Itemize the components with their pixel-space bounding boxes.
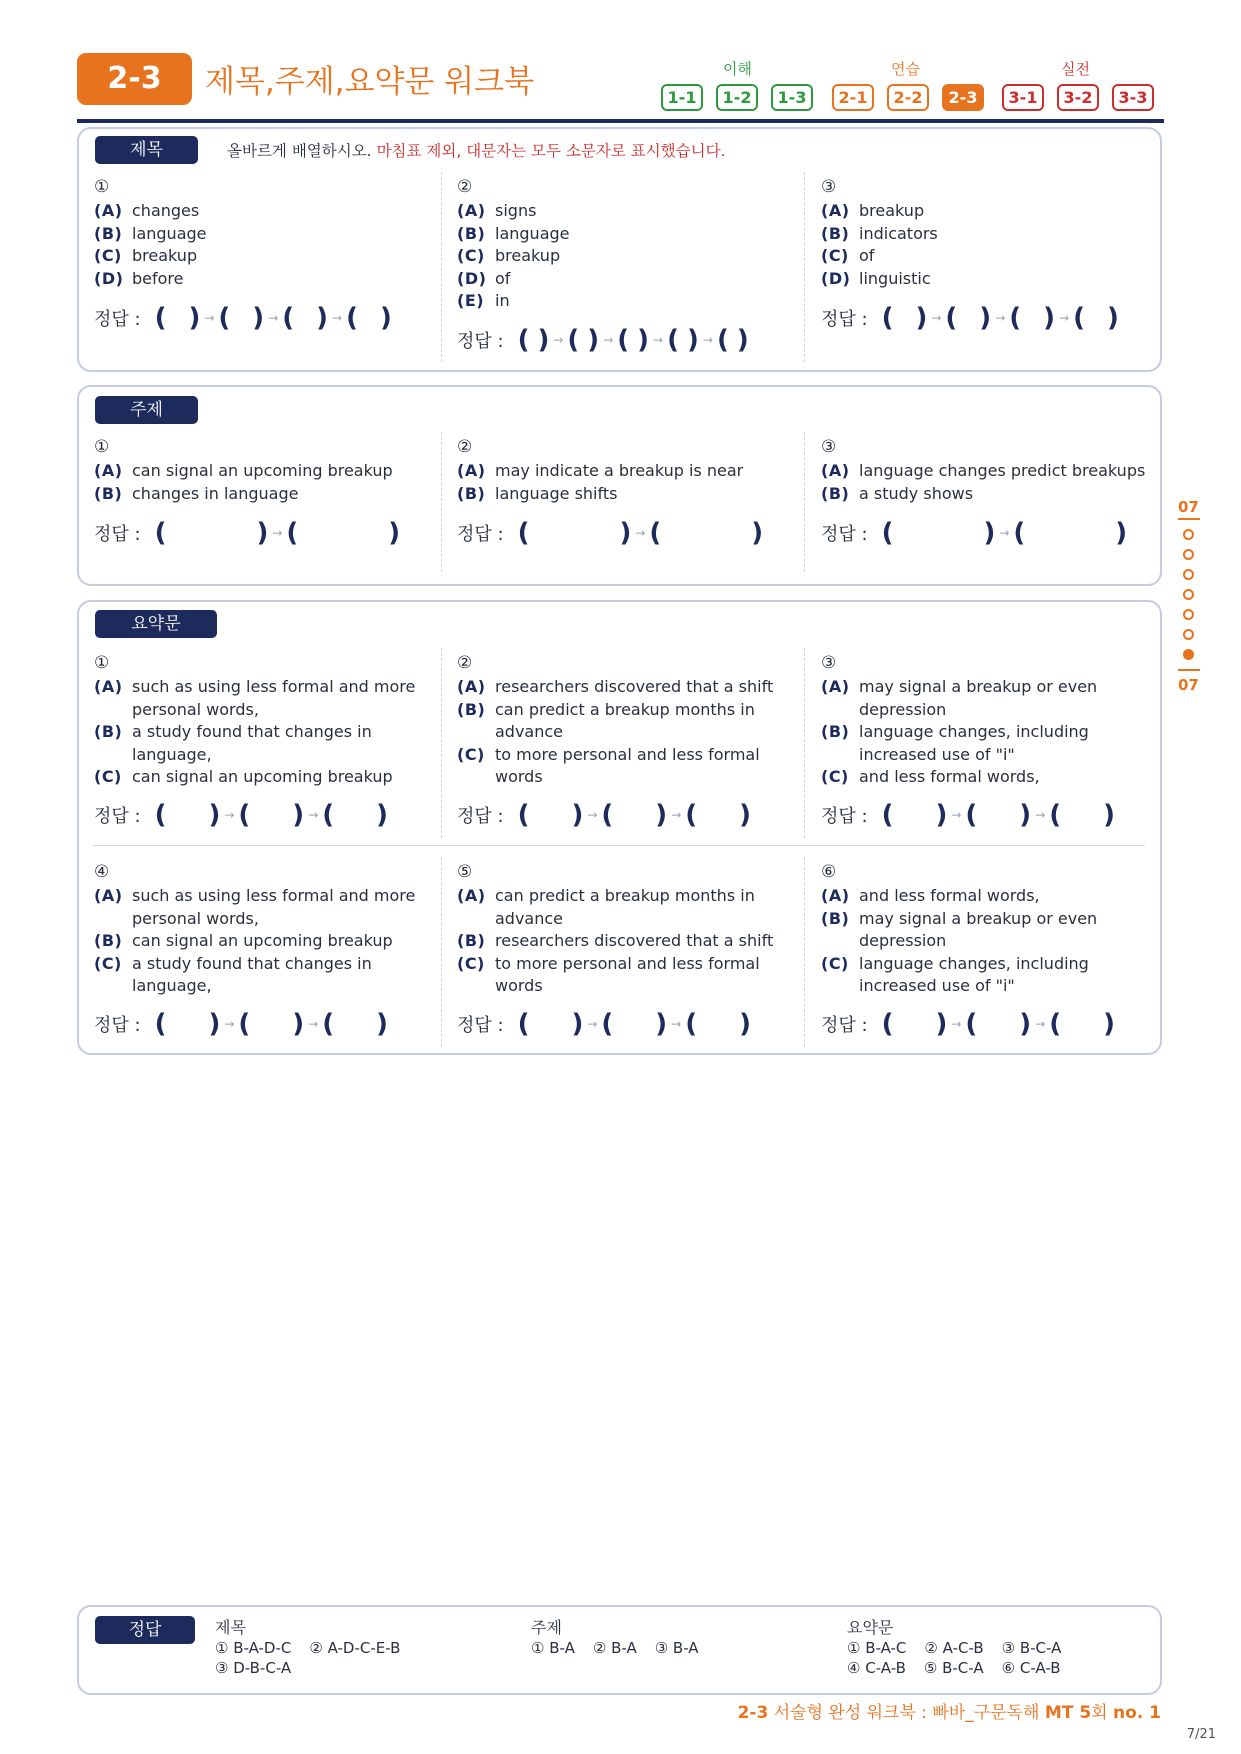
group-label-real: 실전 [1061,60,1090,78]
title-q1: ① (A) changes (B) language (C) breakup (D) before [94,177,207,288]
group-label-practice: 연습 [891,60,920,78]
theme-q2: ② (A) may indicate a breakup is near (B) language shifts [457,437,744,503]
summary-q6: ⑥ (A) and less formal words, (B) may signal a breakup or even depression (C) language changes, including increased use of "i" [821,862,1098,996]
footer-title: 2-3 서술형 완성 워크북 : 빠바_구문독해 MT 5회 no. 1 [737,1703,1161,1723]
title-q2: ② (A) signs (B) language (C) breakup (D) of (E) in [457,177,570,311]
answer-key-theme-row1: ① B-A ② B-A ③ B-A [531,1639,699,1657]
title-q3: ③ (A) breakup (B) indicators (C) of (D) linguistic [821,177,938,288]
answer-key-title-heading: 제목 [215,1618,246,1637]
answer-key-summary-row1: ① B-A-C ② A-C-B ③ B-C-A [847,1639,1062,1657]
summary-q4: ④ (A) such as using less formal and more personal words, (B) can signal an upcoming breakup (C) a study found that changes in language, [94,862,416,996]
nav-1-1[interactable]: 1-1 [661,84,703,111]
summary-answer-1[interactable]: 정답 : ( ) → ( ) → ( ) [94,800,389,830]
nav-1-3[interactable]: 1-3 [771,84,813,111]
tracker-dot-7-current [1183,649,1194,660]
title-section-badge: 제목 [95,136,198,164]
nav-2-2[interactable]: 2-2 [887,84,929,111]
summary-answer-4[interactable]: 정답 : ( ) → ( ) → ( ) [94,1009,389,1039]
lesson-badge: 2-3 [77,53,192,105]
summary-answer-6[interactable]: 정답 : ( ) → ( ) → ( ) [821,1009,1116,1039]
group-label-understanding: 이해 [723,60,752,78]
nav-3-3[interactable]: 3-3 [1112,84,1154,111]
title-answer-1[interactable]: 정답 : ( ) → ( ) → ( ) → ( ) [94,303,392,333]
title-answer-2[interactable]: 정답 : ( ) → ( ) → ( ) → ( ) → ( ) [457,325,749,355]
summary-q3: ③ (A) may signal a breakup or even depression (B) language changes, including increased use of "i" (C) and less formal words, [821,653,1098,787]
tracker-bottom-number: 07 [1178,676,1199,694]
tracker-dot-2 [1183,549,1194,560]
title-instruction: 올바르게 배열하시오. 마침표 제외, 대문자는 모두 소문자로 표시했습니다. [227,142,726,160]
theme-q1: ① (A) can signal an upcoming breakup (B) changes in language [94,437,393,503]
tracker-dot-1 [1183,529,1194,540]
answer-key-summary-heading: 요약문 [847,1618,894,1637]
tracker-top-line [1178,518,1200,520]
summary-q5: ⑤ (A) can predict a breakup months in advance (B) researchers discovered that a shift (C) to more personal and less formal words [457,862,774,996]
tracker-dot-6 [1183,629,1194,640]
tracker-dot-5 [1183,609,1194,620]
nav-1-2[interactable]: 1-2 [716,84,758,111]
theme-q3: ③ (A) language changes predict breakups (B) a study shows [821,437,1146,503]
theme-answer-1[interactable]: 정답 : ( ) → ( ) [94,518,401,548]
page-number: 7/21 [1186,1727,1216,1742]
summary-section-badge: 요약문 [95,610,217,638]
nav-3-1[interactable]: 3-1 [1002,84,1044,111]
tracker-bottom-line [1178,669,1200,671]
header-rule [77,119,1164,123]
answer-key-theme-heading: 주제 [531,1618,562,1637]
theme-answer-2[interactable]: 정답 : ( ) → ( ) [457,518,764,548]
theme-answer-3[interactable]: 정답 : ( ) → ( ) [821,518,1128,548]
tracker-top-number: 07 [1178,498,1199,516]
nav-3-2[interactable]: 3-2 [1057,84,1099,111]
answer-key-title-row2: ③ D-B-C-A [215,1659,292,1677]
answer-key-badge: 정답 [95,1616,195,1644]
answer-key-summary-row2: ④ C-A-B ⑤ B-C-A ⑥ C-A-B [847,1659,1061,1677]
summary-answer-5[interactable]: 정답 : ( ) → ( ) → ( ) [457,1009,752,1039]
nav-2-3[interactable]: 2-3 [942,84,984,111]
tracker-dot-4 [1183,589,1194,600]
summary-answer-2[interactable]: 정답 : ( ) → ( ) → ( ) [457,800,752,830]
summary-q1: ① (A) such as using less formal and more personal words, (B) a study found that changes in language, (C) can signal an upcoming breakup [94,653,416,787]
tracker-dot-3 [1183,569,1194,580]
page-title: 제목,주제,요약문 워크북 [205,64,535,100]
summary-answer-3[interactable]: 정답 : ( ) → ( ) → ( ) [821,800,1116,830]
summary-q2: ② (A) researchers discovered that a shift (B) can predict a breakup months in advance (C) to more personal and less formal words [457,653,774,787]
nav-2-1[interactable]: 2-1 [832,84,874,111]
theme-section-badge: 주제 [95,396,198,424]
title-answer-3[interactable]: 정답 : ( ) → ( ) → ( ) → ( ) [821,303,1119,333]
answer-key-title-row1: ① B-A-D-C ② A-D-C-E-B [215,1639,401,1657]
